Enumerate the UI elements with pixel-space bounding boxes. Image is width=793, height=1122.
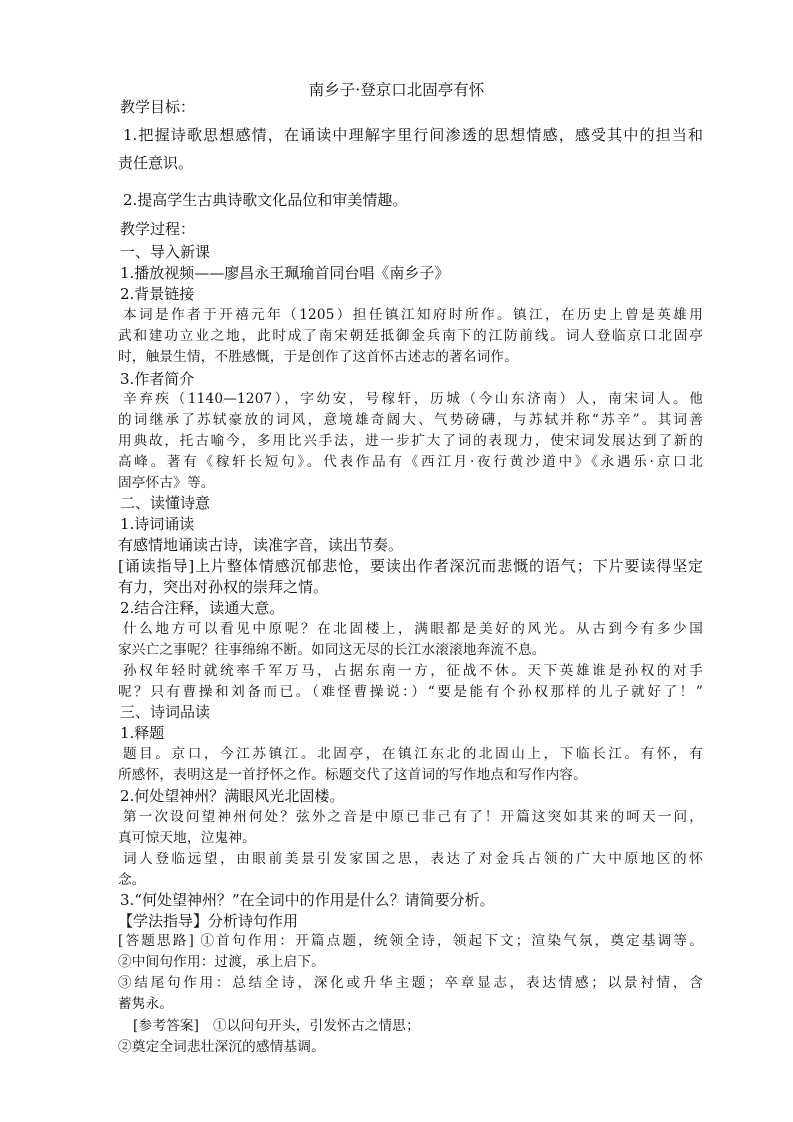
reading-guide-line-2: 有力，突出对孙权的崇拜之情。 xyxy=(118,578,329,596)
section-1-item-2: 2.背景链接 xyxy=(120,285,195,303)
question-analysis-line-2: 真可惊天地，泣鬼神。 xyxy=(118,830,256,846)
author-line-3: 用典故，托古喻今，多用比兴手法，进一步扩大了词的表现力，使宋词发展达到了新的 xyxy=(118,433,703,449)
question-analysis-line-1: 第一次设问望神州何处？弦外之音是中原已非己有了！开篇这突如其来的呵天一问， xyxy=(123,809,703,825)
reference-answer-line-2: ②奠定全词悲壮深沉的感情基调。 xyxy=(118,1039,325,1055)
section-3-item-1: 1.释题 xyxy=(120,724,165,742)
title-explain-line-2: 所感怀，表明这是一首抒怀之作。标题交代了这首词的写作地点和写作内容。 xyxy=(118,767,587,783)
section-1-item-1: 1.播放视频——廖昌永王珮瑜首同台唱《南乡子》 xyxy=(120,264,450,282)
background-line-1: 本词是作者于开禧元年（1205）担任镇江知府时所作。镇江，在历史上曾是英雄用 xyxy=(123,307,703,323)
section-3-heading: 三、诗词品读 xyxy=(120,703,211,721)
meaning-line-3: 孙权年轻时就统率千军万马，占据东南一方，征战不休。天下英雄谁是孙权的对手 xyxy=(123,663,703,679)
objective-1-line-2: 责任意识。 xyxy=(118,154,194,172)
section-2-item-1: 1.诗词诵读 xyxy=(120,515,195,533)
meaning-line-1: 什么地方可以看见中原呢？在北固楼上，满眼都是美好的风光。从古到今有多少国 xyxy=(123,621,703,637)
question-analysis-line-3: 词人登临远望，由眼前美景引发家国之思，表达了对金兵占领的广大中原地区的怀 xyxy=(123,851,703,867)
author-line-4: 高峰。著有《稼轩长短句》。代表作品有《西江月·夜行黄沙道中》《永遇乐·京口北 xyxy=(118,454,703,470)
method-guide: 【学法指导】分析诗句作用 xyxy=(118,912,299,930)
section-3-item-2: 2.何处望神州？满眼风光北固楼。 xyxy=(120,787,345,805)
objective-2: 2.提高学生古典诗歌文化品位和审美情趣。 xyxy=(123,191,408,209)
answer-approach-line-2: ②中间句作用：过渡，承上启下。 xyxy=(118,954,325,970)
reading-guide-line-1: [诵读指导]上片整体情感沉郁悲怆，要读出作者深沉而悲慨的语气；下片要读得坚定 xyxy=(118,557,703,575)
answer-approach-line-3: ③结尾句作用：总结全诗，深化或升华主题；卒章显志，表达情感；以景衬情，含 xyxy=(118,975,703,991)
document-title: 南乡子·登京口北固亭有怀 xyxy=(308,81,485,99)
answer-approach-line-4: 蓄隽永。 xyxy=(118,996,174,1012)
author-line-5: 固亭怀古》等。 xyxy=(118,475,215,491)
meaning-line-4: 呢？只有曹操和刘备而已。（难怪曹操说：）“要是能有个孙权那样的儿子就好了！” xyxy=(118,684,703,700)
section-1-heading: 一、导入新课 xyxy=(120,243,211,261)
answer-approach-line-1: [答题思路] ①首句作用：开篇点题，统领全诗，领起下文；渲染气氛，奠定基调等。 xyxy=(118,933,703,949)
objectives-heading: 教学目标： xyxy=(120,98,196,116)
background-line-2: 武和建功立业之地，此时成了南宋朝廷抵御金兵南下的江防前线。词人登临京口北固亭 xyxy=(118,328,703,344)
section-2-heading: 二、读懂诗意 xyxy=(120,494,211,512)
reading-instruction: 有感情地诵读古诗，读准字音，读出节奏。 xyxy=(118,536,404,554)
reference-answer-line-1: [参考答案] ①以问句开头，引发怀古之情思； xyxy=(133,1018,420,1034)
section-1-item-3: 3.作者简介 xyxy=(120,370,195,388)
process-heading: 教学过程： xyxy=(120,220,196,238)
title-explain-line-1: 题目。京口，今江苏镇江。北固亭，在镇江东北的北固山上，下临长江。有怀，有 xyxy=(123,746,703,762)
background-line-3: 时，触景生情，不胜感慨，于是创作了这首怀古述志的著名词作。 xyxy=(118,349,519,365)
question-analysis-line-4: 念。 xyxy=(118,872,146,888)
meaning-line-2: 家兴亡之事呢？往事绵绵不断。如同这无尽的长江水滚滚地奔流不息。 xyxy=(118,642,546,658)
author-line-1: 辛弃疾（1140—1207），字幼安，号稼轩，历城（今山东济南）人，南宋词人。他 xyxy=(123,391,703,407)
author-line-2: 的词继承了苏轼豪放的词风，意境雄奇阔大、气势磅礴，与苏轼并称“苏辛”。其词善 xyxy=(118,412,703,428)
section-3-item-3: 3.“何处望神州？”在全词中的作用是什么？请简要分析。 xyxy=(120,891,495,909)
section-2-item-2: 2.结合注释，读通大意。 xyxy=(120,599,285,617)
objective-1-line-1: 1.把握诗歌思想感情，在诵读中理解字里行间渗透的思想情感，感受其中的担当和 xyxy=(123,126,703,144)
